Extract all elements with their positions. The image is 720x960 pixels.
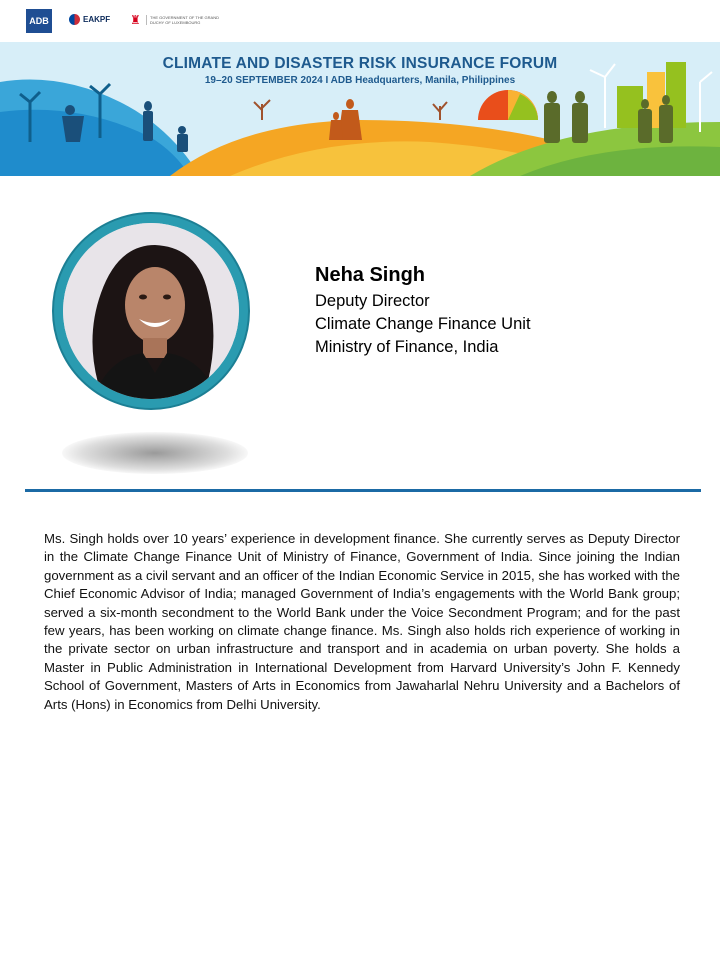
photo-frame [52, 212, 250, 410]
portrait-illustration [63, 223, 239, 399]
speaker-photo [52, 212, 254, 414]
adb-logo: ADB [26, 9, 52, 33]
speaker-organization: Ministry of Finance, India [315, 338, 499, 356]
luxembourg-logo [130, 13, 230, 27]
lion-icon: ♜ [130, 13, 141, 27]
taegeuk-icon [69, 14, 80, 25]
eakpf-logo-text: EAKPF [83, 15, 111, 24]
photo-shadow [62, 432, 248, 474]
speaker-name: Neha Singh [315, 264, 426, 286]
speaker-position: Deputy Director [315, 292, 430, 310]
forum-title: CLIMATE AND DISASTER RISK INSURANCE FORUM [162, 55, 558, 72]
portrait [63, 223, 239, 399]
forum-banner [0, 42, 720, 176]
luxembourg-logo-text: THE GOVERNMENT OF THE GRAND DUCHY OF LUXEMBOURG [146, 15, 230, 25]
forum-date-venue: 19–20 SEPTEMBER 2024 I ADB Headquarters, Manila, Philippines [204, 75, 516, 86]
speaker-unit: Climate Change Finance Unit [315, 315, 531, 333]
speaker-bio: Ms. Singh holds over 10 years’ experience in development finance. She currently serves as Deputy Director in the Climate Change Finance Unit of Ministry of Finance, Government of India. Since joining the Indian government as a civil servant and an officer of the Indian Economic Service in 2015, she has worked with the Chief Economic Advisor of India; managed Government of India’s engagements with the World Bank group; served a six-month secondment to the World Bank under the Voice Secondment Program; and for the past few years, has been working on climate change finance. Ms. Singh also holds rich experience of working in the private sector on urban infrastructure and transport and in academia on urban poverty. She holds a Master in Public Administration in International Development from Harvard University’s John F. Kennedy School of Government, Masters of Arts in Economics from Jawaharlal Nehru University and a Bachelors of Arts (Hons) in Economics from Delhi University. [44, 531, 680, 712]
logo-strip [0, 0, 720, 40]
section-divider [25, 489, 701, 492]
eakpf-logo [69, 14, 110, 25]
